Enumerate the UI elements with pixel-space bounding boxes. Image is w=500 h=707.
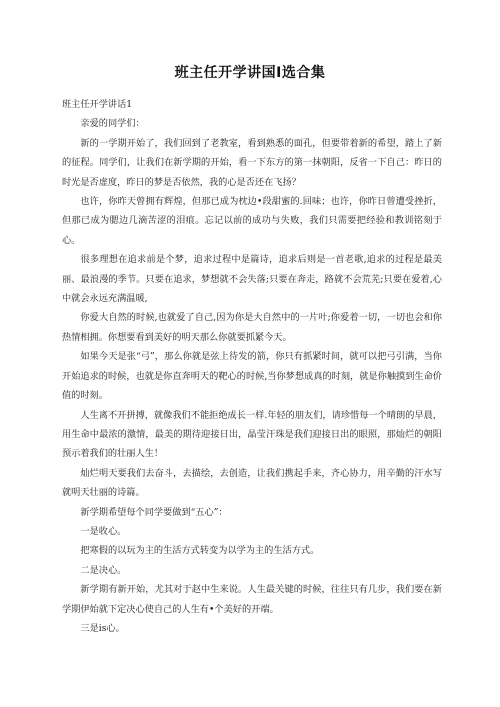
paragraph: 很多理想在追求前是个梦，追求过程中是篇诗，追求后则是一首老歌,追求的过程是最美丽、最浪漫的季节。只要在追求，梦想就不会失落;只要在奔走，路就不会荒芜;只要在爱着,心中就会永远充满温暖, (62, 254, 442, 305)
document-title: 班主任开学讲国Ⅰ选合集 (174, 65, 326, 81)
paragraph: 如果今天是张“弓”，那么你就是弦上待发的箭，你只有抓紧时间，就可以把弓引满，当你开始追求的时候，也就是你直奔明天的靶心的时候,当你梦想成真的时刻，就是你触摸到生命价值的时刻。 (62, 351, 442, 402)
paragraph: 灿烂明天要我们去奋斗，去描绘，去创造，让我们携起手来，齐心协力，用辛勤的汗水写就明天壮丽的诗篇。 (62, 467, 442, 499)
paragraph: 新学期有新开始，尤其对于赵中生来说。人生最关键的时候，往往只有几步，我们要在新学期伊始就下定决心使自己的人生有•个美好的开端。 (62, 584, 442, 615)
paragraph: 亲爱的同学们： (80, 118, 145, 130)
paragraph: 你爱大自然的时候,也就爱了自己,因为你是大自然中的一片叶;你爱着一切，一切也会和你热情相拥。你想要看到美好的明天那么你就要抓紧今天。 (62, 312, 442, 343)
paragraph: 二是决心。 (80, 564, 127, 576)
document-body (62, 95, 442, 638)
paragraph: 一是收心。 (80, 525, 127, 537)
paragraph: 新学期希望每个同学要做到“五心”： (80, 506, 228, 518)
document-subtitle: 班主任开学讲话1 (62, 99, 133, 110)
paragraph: 也许，你昨天曾拥有辉煌，但那已成为枕边•段甜蜜的.回味；也许，你昨日曾遭受挫折，但那已成为腮边几滴苦涩的泪痕。忘记以前的成功与失败，我们只需要把经验和教训铭刻于心。 (62, 196, 442, 246)
paragraph: 三是is心。 (80, 622, 125, 634)
paragraph: 新的一学期开始了，我们回到了老教室，看到熟悉的面孔，但要带着新的希望，踏上了新的征程。同学们，让我们在新学期的开始，看一下东方的第一抹朝阳，反省一下自己：昨日的时光是否虚度，昨日的梦是否依然，我的心是否还在飞扬？ (62, 137, 442, 188)
paragraph: 人生离不开拼搏，就像我们不能拒绝成长一样.年轻的朋友们，请珍惜每一个晴朗的早晨，用生命中最浓的激情，最美的期待迎接日出，晶莹汗珠是我们迎接日出的眼照，那灿烂的朝阳预示着我们的壮丽人生！ (62, 409, 442, 460)
paragraph: 把寒假的以玩为主的生活方式转变为以学为主的生活方式。 (80, 545, 320, 557)
